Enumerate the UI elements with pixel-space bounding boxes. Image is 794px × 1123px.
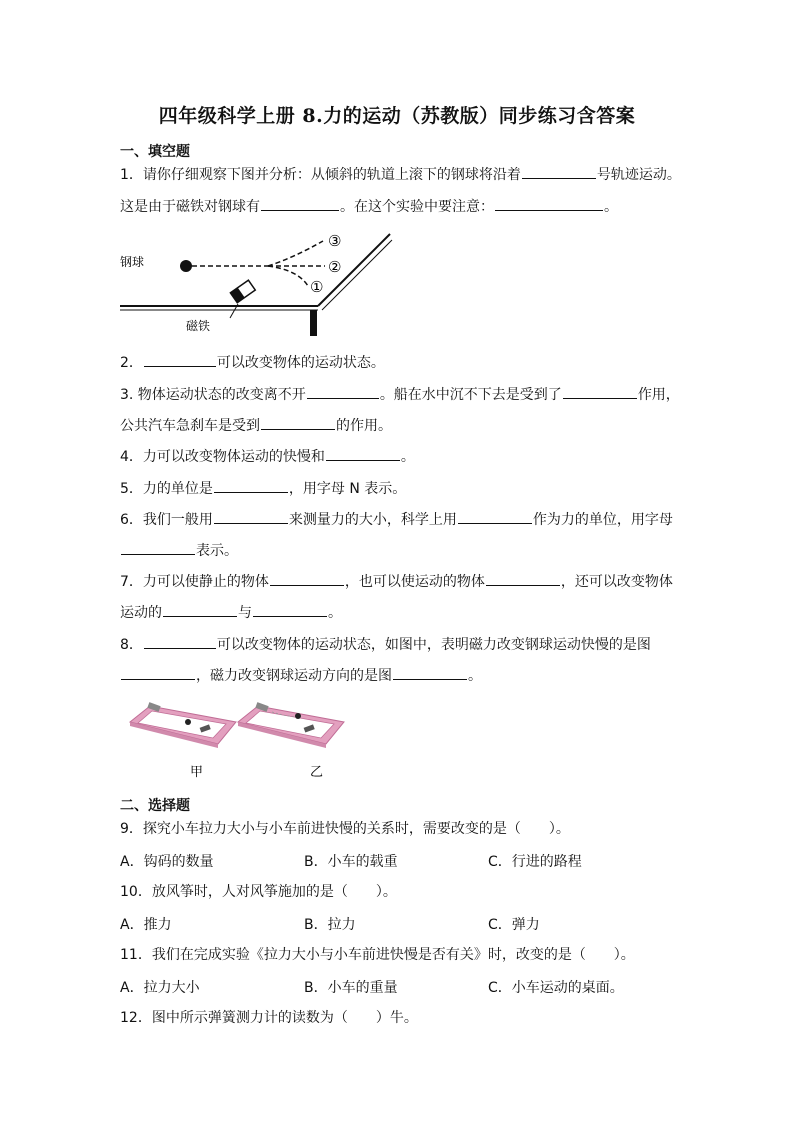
tray-a	[130, 702, 236, 780]
q7-text-b: ，也可以使运动的物体	[344, 574, 485, 590]
q4-text-b: 。	[400, 449, 415, 465]
q6-text-c: 作为力的单位，用字母	[532, 512, 673, 528]
question-7-line-1	[120, 571, 673, 592]
question-2	[120, 352, 385, 373]
question-3-line-2	[120, 415, 392, 436]
question-5	[120, 478, 406, 499]
q6-text-a: 6．我们一般用	[120, 512, 213, 528]
section-heading-multiple-choice: 二、选择题	[120, 798, 190, 814]
option-b[interactable]: B．小车的重量	[304, 980, 398, 996]
answer-blank[interactable]	[144, 352, 216, 367]
q1-text-c: 这是由于磁铁对钢球有	[120, 199, 260, 215]
option-c[interactable]: C．小车运动的桌面。	[488, 980, 624, 996]
option-a[interactable]: A．推力	[120, 917, 172, 933]
magnet-tray-figure	[122, 696, 352, 782]
answer-blank[interactable]	[522, 164, 596, 179]
tray-b-label: 乙	[310, 765, 324, 780]
question-9: 9．探究小车拉力大小与小车前进快慢的关系时，需要改变的是（ ）。	[120, 821, 570, 837]
magnet-ball-track-figure	[118, 228, 398, 338]
answer-blank[interactable]	[307, 384, 379, 399]
question-3-line-1	[120, 384, 680, 405]
option-c[interactable]: C．弹力	[488, 917, 540, 933]
magnet-label: 磁铁	[186, 319, 211, 333]
question-9-options	[120, 851, 680, 871]
path-3	[268, 241, 323, 266]
q5-text-a: 5．力的单位是	[120, 481, 213, 497]
q7-text-a: 7．力可以使静止的物体	[120, 574, 269, 590]
magnet	[230, 280, 255, 302]
q6-text-b: 来测量力的大小，科学上用	[288, 512, 457, 528]
question-1-line-2	[120, 196, 618, 217]
question-10: 10．放风筝时，人对风筝施加的是（ ）。	[120, 884, 397, 900]
q7-text-c: ，还可以改变物体	[560, 574, 673, 590]
q6-text-d: 表示。	[196, 543, 238, 559]
path-1	[268, 266, 308, 286]
tray-a-label: 甲	[190, 765, 204, 780]
tray-b	[238, 702, 344, 780]
answer-blank[interactable]	[326, 446, 400, 461]
question-7-line-2	[120, 602, 342, 623]
answer-blank[interactable]	[121, 665, 195, 680]
q1-text-e: 。	[604, 199, 618, 215]
question-11-options	[120, 977, 680, 997]
question-6-line-1	[120, 509, 673, 530]
path-1-label: ①	[310, 278, 324, 296]
steel-ball	[180, 260, 192, 272]
answer-blank[interactable]	[270, 571, 344, 586]
answer-blank[interactable]	[214, 509, 288, 524]
question-4	[120, 446, 415, 467]
question-12: 12．图中所示弹簧测力计的读数为（ ）牛。	[120, 1010, 418, 1026]
answer-blank[interactable]	[486, 571, 560, 586]
option-b[interactable]: B．小车的载重	[304, 854, 398, 870]
q3-text-d: 公共汽车急刹车是受到	[120, 418, 260, 434]
question-8-line-2	[120, 665, 482, 686]
answer-blank[interactable]	[393, 665, 467, 680]
q7-text-f: 。	[328, 605, 342, 621]
answer-blank[interactable]	[121, 540, 195, 555]
q7-text-d: 运动的	[120, 605, 162, 621]
answer-blank[interactable]	[163, 602, 237, 617]
option-a[interactable]: A．拉力大小	[120, 980, 200, 996]
question-6-line-2	[120, 540, 238, 561]
answer-blank[interactable]	[495, 196, 603, 211]
section-heading-fill-blank: 一、填空题	[120, 144, 190, 160]
q4-text-a: 4．力可以改变物体运动的快慢和	[120, 449, 325, 465]
q3-text-c: 作用，	[637, 387, 680, 403]
page-title: 四年级科学上册 8.力的运动（苏教版）同步练习含答案	[158, 105, 636, 127]
option-c[interactable]: C．行进的路程	[488, 854, 582, 870]
q1-text-a: 1．请你仔细观察下图并分析：从倾斜的轨道上滚下的钢球将沿着	[120, 167, 521, 183]
answer-blank[interactable]	[458, 509, 532, 524]
q1-text-b: 号轨迹运动。	[596, 167, 681, 183]
answer-blank[interactable]	[214, 478, 288, 493]
question-10-options	[120, 914, 680, 934]
question-11: 11．我们在完成实验《拉力大小与小车前进快慢是否有关》时，改变的是（ ）。	[120, 947, 635, 963]
path-2-label: ②	[328, 258, 342, 276]
question-1-line-1	[120, 164, 681, 185]
option-b[interactable]: B．拉力	[304, 917, 356, 933]
q1-text-d: 。在这个实验中要注意：	[340, 199, 494, 215]
q3-text-a: 3. 物体运动状态的改变离不开	[120, 387, 306, 403]
option-a[interactable]: A．钩码的数量	[120, 854, 214, 870]
answer-blank[interactable]	[144, 634, 216, 649]
q8-text-a: 8．	[120, 637, 143, 653]
ball-label: 钢球	[120, 255, 145, 269]
q2-num: 2．	[120, 355, 143, 371]
q3-text-e: 的作用。	[336, 418, 392, 434]
q2-text: 可以改变物体的运动状态。	[216, 355, 385, 371]
answer-blank[interactable]	[261, 415, 335, 430]
q8-text-c: ，磁力改变钢球运动方向的是图	[196, 668, 392, 684]
q7-text-e: 与	[238, 605, 252, 621]
q3-text-b: 。船在水中沉不下去是受到了	[379, 387, 562, 403]
q5-text-b: ，用字母 N 表示。	[288, 481, 407, 497]
q8-text-b: 可以改变物体的运动状态，如图中，表明磁力改变钢球运动快慢的是图	[216, 637, 651, 653]
q8-text-d: 。	[468, 668, 482, 684]
answer-blank[interactable]	[253, 602, 327, 617]
path-3-label: ③	[328, 232, 342, 250]
answer-blank[interactable]	[261, 196, 339, 211]
question-8-line-1	[120, 634, 651, 655]
answer-blank[interactable]	[563, 384, 637, 399]
